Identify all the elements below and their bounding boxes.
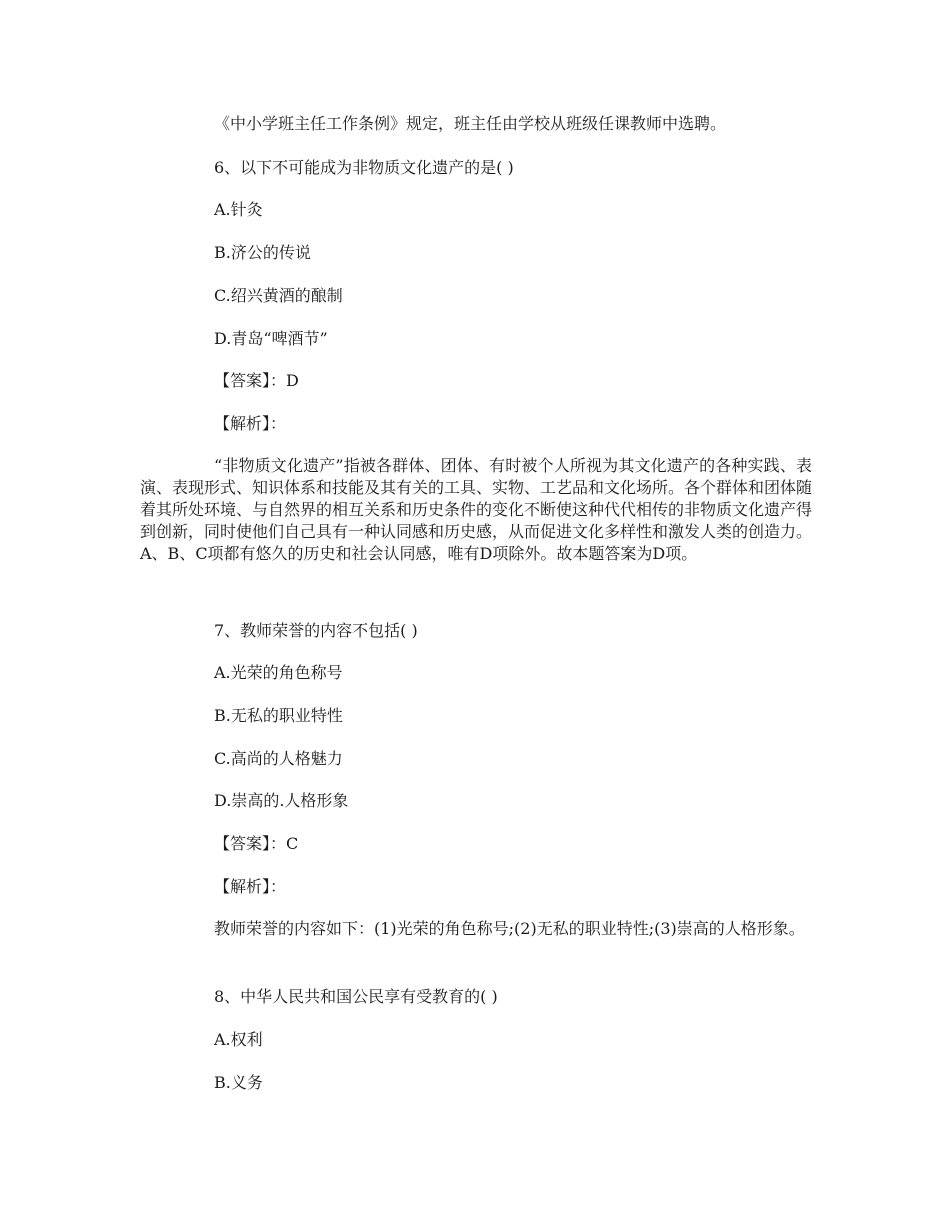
- option-a: A.针灸: [214, 200, 263, 219]
- option-d: D.青岛“啤酒节”: [214, 329, 328, 348]
- option-c: C.绍兴黄酒的酿制: [214, 286, 343, 305]
- text-line: 《中小学班主任工作条例》规定，班主任由学校从班级任课教师中选聘。: [214, 114, 727, 133]
- option-b: B.济公的传说: [214, 243, 311, 262]
- question-7: 7、教师荣誉的内容不包括( ): [214, 621, 418, 640]
- question-6: 6、以下不可能成为非物质文化遗产的是( ): [214, 158, 514, 177]
- answer: 【答案】：D: [214, 371, 299, 390]
- question-8: 8、中华人民共和国公民享有受教育的( ): [214, 987, 498, 1006]
- explanation-label: 【解析】：: [214, 414, 287, 433]
- explanation-label: 【解析】：: [214, 877, 287, 896]
- answer: 【答案】：C: [214, 834, 299, 853]
- option-a: A.光荣的角色称号: [214, 663, 343, 682]
- option-a: A.权利: [214, 1030, 263, 1049]
- explanation-paragraph: “非物质文化遗产”指被各群体、团体、有时被个人所视为其文化遗产的各种实践、表演、表现形式、知识体系和技能及其有关的工具、实物、工艺品和文化场所。各个群体和团体随着其所处环境、与自然界的相互关系和历史条件的变化不断使这种代代相传的非物质文化遗产得到创新，同时使他们自己具有一种认同感和历史感，从而促进文化多样性和激发人类的创造力。A、B、C项都有悠久的历史和社会认同感，唯有D项除外。故本题答案为D项。: [140, 456, 813, 563]
- explanation-paragraph: 教师荣誉的内容如下：(1)光荣的角色称号;(2)无私的职业特性;(3)崇高的人格形象。: [214, 919, 805, 938]
- option-b: B.义务: [214, 1073, 263, 1092]
- option-c: C.高尚的人格魅力: [214, 749, 343, 768]
- option-b: B.无私的职业特性: [214, 706, 343, 725]
- option-d: D.崇高的.人格形象: [214, 791, 349, 810]
